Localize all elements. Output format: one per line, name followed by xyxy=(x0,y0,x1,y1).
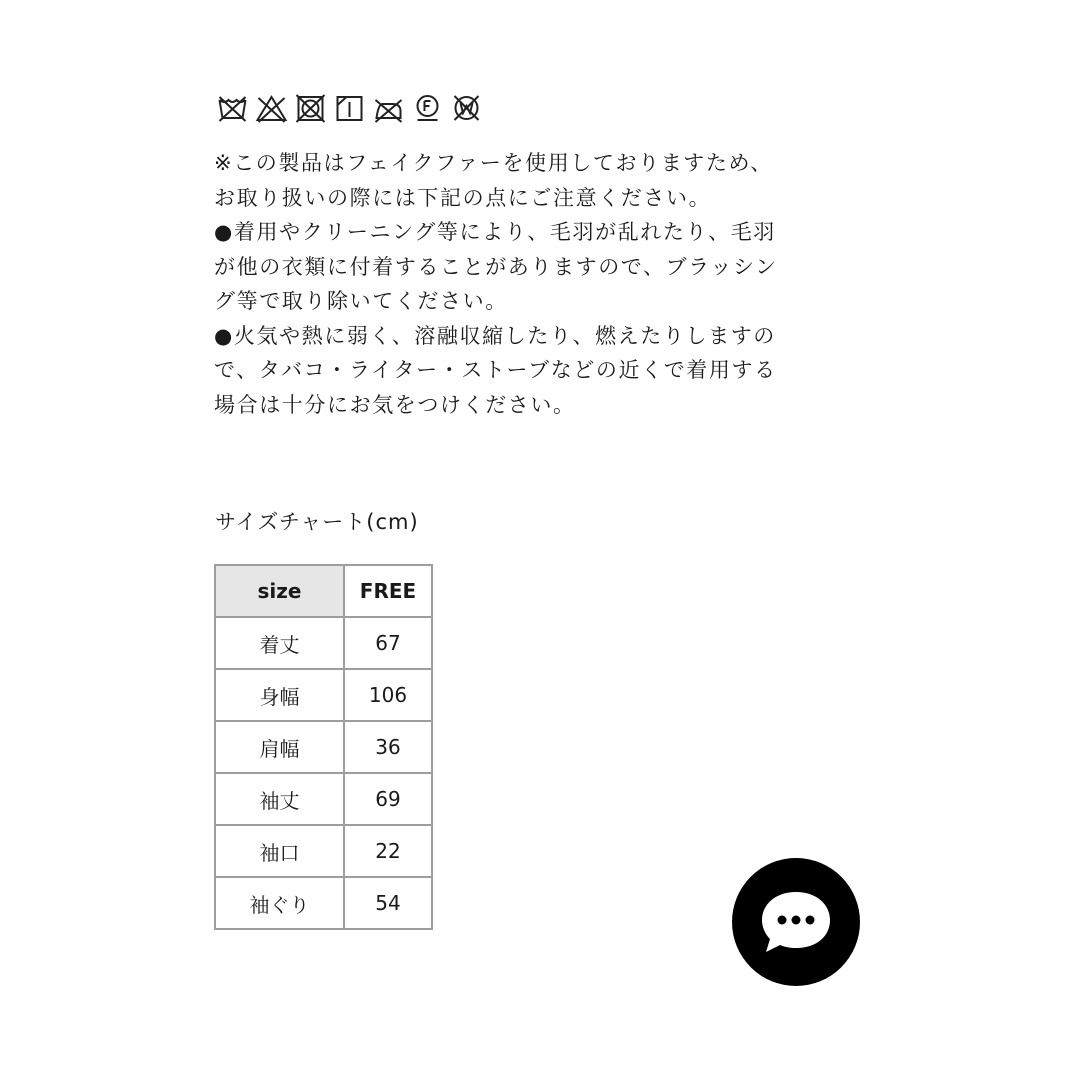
table-row xyxy=(215,669,432,721)
tumble-dry-prohibited-icon xyxy=(294,92,327,124)
measurement-value: 67 xyxy=(344,617,432,669)
notice-line: お取り扱いの際には下記の点にご注意ください。 xyxy=(214,185,712,210)
table-row xyxy=(215,617,432,669)
size-header-label: size xyxy=(215,565,344,617)
notice-line: 場合は十分にお気をつけください。 xyxy=(214,392,576,417)
measurement-label: 袖丈 xyxy=(215,773,344,825)
table-row xyxy=(215,877,432,929)
iron-prohibited-icon xyxy=(372,92,405,124)
measurement-value: 106 xyxy=(344,669,432,721)
table-row xyxy=(215,773,432,825)
size-chart-header-row xyxy=(215,565,432,617)
notice-line: が他の衣類に付着することがありますので、ブラッシン xyxy=(214,254,778,279)
notice-line: グ等で取り除いてください。 xyxy=(214,289,508,313)
dry-clean-f-icon xyxy=(411,92,444,124)
care-notice xyxy=(214,146,874,422)
line-dry-shade-icon xyxy=(333,92,366,124)
size-chart-heading: サイズチャート(cm) xyxy=(215,510,419,534)
size-header-value: FREE xyxy=(344,565,432,617)
measurement-label: 袖ぐり xyxy=(215,877,344,929)
chat-button[interactable] xyxy=(732,858,860,986)
table-row xyxy=(215,721,432,773)
notice-line: で、タバコ・ライター・ストーブなどの近くで着用する xyxy=(214,358,777,382)
notice-line: ●着用やクリーニング等により、毛羽が乱れたり、毛羽 xyxy=(214,220,776,244)
washing-prohibited-icon xyxy=(216,92,249,124)
measurement-label: 着丈 xyxy=(215,617,344,669)
measurement-label: 身幅 xyxy=(215,669,344,721)
measurement-value: 36 xyxy=(344,721,432,773)
care-label-icons xyxy=(216,92,483,124)
measurement-value: 69 xyxy=(344,773,432,825)
wet-clean-prohibited-icon xyxy=(450,92,483,124)
notice-line: ※この製品はフェイクファーを使用しておりますため、 xyxy=(214,151,773,175)
measurement-label: 袖口 xyxy=(215,825,344,877)
table-row xyxy=(215,825,432,877)
measurement-value: 54 xyxy=(344,877,432,929)
bleach-prohibited-icon xyxy=(255,92,288,124)
measurement-value: 22 xyxy=(344,825,432,877)
chat-bubble-icon xyxy=(732,858,860,986)
measurement-label: 肩幅 xyxy=(215,721,344,773)
notice-line: ●火気や熱に弱く、溶融収縮したり、燃えたりしますの xyxy=(214,323,776,348)
size-chart-table xyxy=(214,564,433,930)
